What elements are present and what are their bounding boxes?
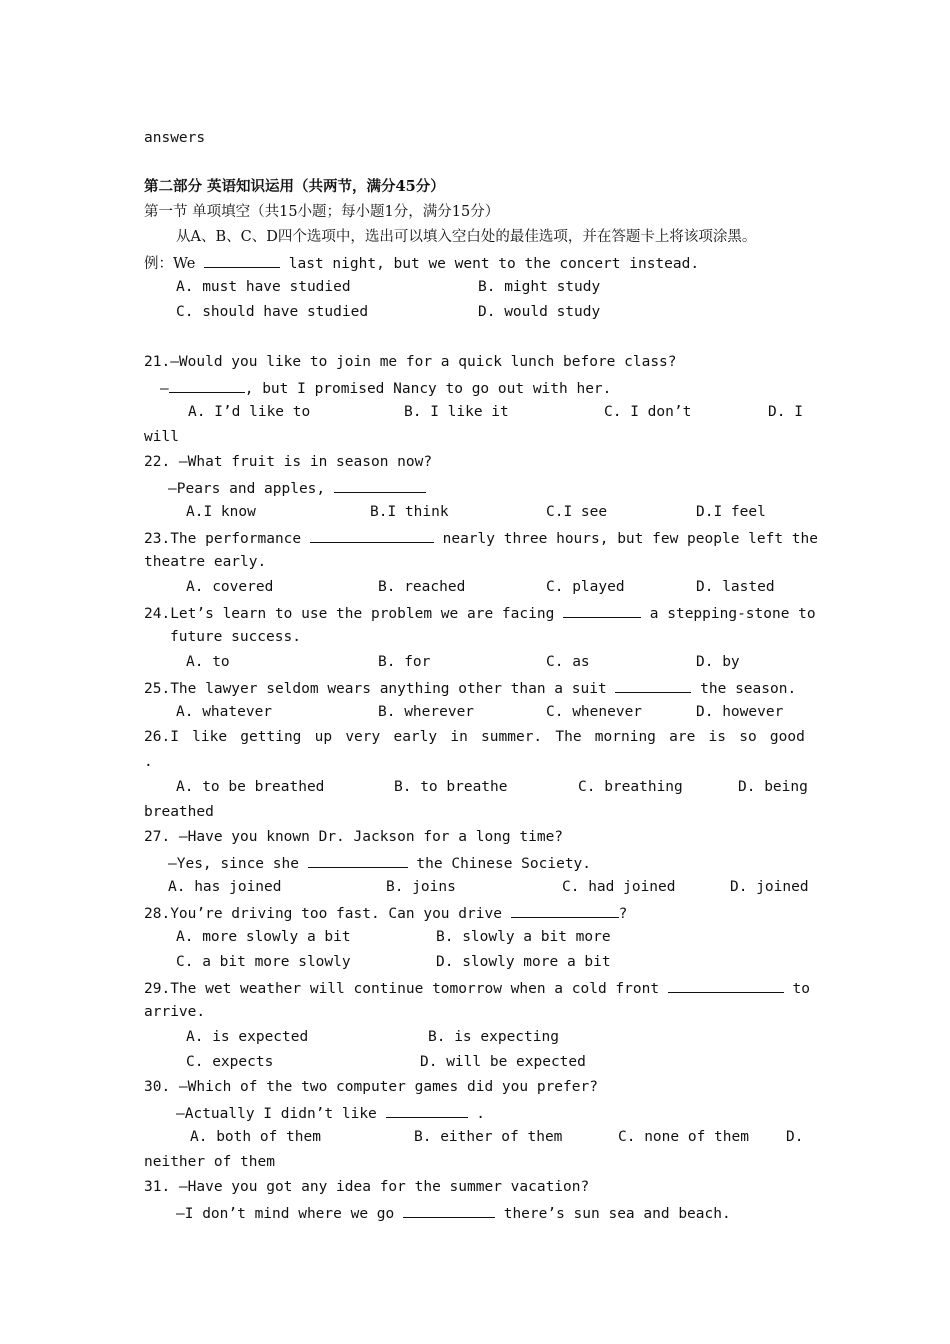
q30-option-d-wrap: neither of them [144, 1154, 275, 1170]
q26-option-a: A. to be breathed [176, 779, 325, 795]
q27-reply-text: —Yes, since she [168, 856, 299, 872]
q29-option-b: B. is expecting [428, 1029, 559, 1045]
sub-title: 第一节 单项填空（共15小题；每小题1分，满分15分） [144, 204, 500, 220]
q28-option-d: D. slowly more a bit [436, 954, 611, 970]
q27-option-d: D. joined [730, 879, 809, 895]
example-label: 例：We [144, 256, 196, 272]
q22-reply [168, 478, 426, 498]
q30-reply-end: . [476, 1106, 485, 1122]
answer-blank [386, 1103, 468, 1118]
q26-option-d: D. being [738, 779, 808, 795]
answer-blank [308, 853, 408, 868]
answer-blank [204, 253, 280, 268]
q29-option-a: A. is expected [186, 1029, 309, 1045]
q31-reply-text: —I don’t mind where we go [176, 1206, 395, 1222]
q24-stem: 24.Let’s learn to use the problem we are facing [144, 606, 555, 622]
q26-question: 26.I like getting up very early in summer. The morning are is so good [144, 729, 805, 745]
q29-wrap: arrive. [144, 1004, 206, 1020]
answer-blank [403, 1203, 495, 1218]
example-stem [144, 253, 699, 273]
q24-question [144, 603, 816, 623]
q30-option-d: D. [786, 1129, 804, 1145]
q25-option-a: A. whatever [176, 704, 273, 720]
q26-option-c: C. breathing [578, 779, 683, 795]
q25-stem-end: the season. [700, 681, 797, 697]
answer-blank [511, 903, 619, 918]
q24-wrap: future success. [170, 629, 301, 645]
q21-option-c: C. I don’t [604, 404, 692, 420]
q29-option-c: C. expects [186, 1054, 274, 1070]
q23-option-d: D. lasted [696, 579, 775, 595]
q28-option-c: C. a bit more slowly [176, 954, 351, 970]
q27-reply-end: the Chinese Society. [416, 856, 592, 872]
q27-reply [168, 853, 591, 873]
answer-blank [563, 603, 641, 618]
q26-option-b: B. to breathe [394, 779, 508, 795]
q30-reply-text: —Actually I didn’t like [176, 1106, 377, 1122]
example-option-b: B. might study [478, 279, 601, 295]
q27-option-b: B. joins [386, 879, 456, 895]
q21-reply-text: , but I promised Nancy to go out with her. [244, 381, 612, 397]
q25-stem: 25.The lawyer seldom wears anything other than a suit [144, 681, 607, 697]
q30-option-a: A. both of them [190, 1129, 321, 1145]
q25-option-d: D. however [696, 704, 784, 720]
q28-option-b: B. slowly a bit more [436, 929, 611, 945]
example-option-d: D. would study [478, 304, 601, 320]
answer-blank [615, 678, 691, 693]
q24-stem-end: a stepping-stone to [649, 606, 816, 622]
q27-option-c: C. had joined [562, 879, 676, 895]
answer-blank [334, 478, 426, 493]
q23-option-b: B. reached [378, 579, 466, 595]
q28-question [144, 903, 627, 923]
q28-option-a: A. more slowly a bit [176, 929, 351, 945]
example-option-a: A. must have studied [176, 279, 351, 295]
q21-option-d-wrap: will [144, 429, 179, 445]
q24-option-b: B. for [378, 654, 431, 670]
q21-option-b: B. I like it [404, 404, 509, 420]
q30-option-c: C. none of them [618, 1129, 749, 1145]
q21-dash: — [160, 381, 169, 397]
answers-label: answers [144, 130, 206, 146]
q28-stem-end: ? [618, 906, 628, 922]
q23-option-c: C. played [546, 579, 625, 595]
q22-option-a: A.I know [186, 504, 256, 520]
q29-question [144, 978, 810, 998]
q21-question: 21.—Would you like to join me for a quick lunch before class? [144, 354, 677, 370]
q27-question: 27. —Have you known Dr. Jackson for a long time? [144, 829, 564, 845]
q22-option-b: B.I think [370, 504, 449, 520]
q25-option-c: C. whenever [546, 704, 643, 720]
q23-question [144, 528, 818, 548]
q22-question: 22. —What fruit is in season now? [144, 454, 433, 470]
instruction: 从A、B、C、D四个选项中，选出可以填入空白处的最佳选项，并在答题卡上将该项涂黑。 [176, 229, 757, 245]
q23-option-a: A. covered [186, 579, 274, 595]
q24-option-a: A. to [186, 654, 230, 670]
q29-stem-end: to [792, 981, 810, 997]
q29-option-d: D. will be expected [420, 1054, 586, 1070]
example-option-c: C. should have studied [176, 304, 369, 320]
q28-stem: 28.You’re driving too fast. Can you drive [144, 906, 502, 922]
answer-blank [310, 528, 434, 543]
q21-option-d: D. I [768, 404, 803, 420]
q22-reply-text: —Pears and apples, [168, 481, 326, 497]
q25-option-b: B. wherever [378, 704, 475, 720]
q30-option-b: B. either of them [414, 1129, 563, 1145]
answer-blank [169, 378, 245, 393]
q21-option-a: A. I’d like to [188, 404, 311, 420]
q23-stem-end: nearly three hours, but few people left the [442, 531, 818, 547]
q31-question: 31. —Have you got any idea for the summer vacation? [144, 1179, 590, 1195]
q22-option-c: C.I see [546, 504, 608, 520]
q30-reply [176, 1103, 485, 1123]
q31-reply [176, 1203, 731, 1223]
part-title: 第二部分 英语知识运用（共两节，满分45分） [144, 178, 445, 195]
example-text: last night, but we went to the concert instead. [288, 256, 700, 272]
q26-dot: . [144, 754, 153, 770]
q21-reply [160, 378, 611, 398]
q26-option-d-wrap: breathed [144, 804, 214, 820]
q31-reply-end: there’s sun sea and beach. [503, 1206, 731, 1222]
q23-wrap: theatre early. [144, 554, 267, 570]
q25-question [144, 678, 796, 698]
q22-option-d: D.I feel [696, 504, 766, 520]
q24-option-c: C. as [546, 654, 590, 670]
q29-stem: 29.The wet weather will continue tomorrow when a cold front [144, 981, 660, 997]
q30-question: 30. —Which of the two computer games did you prefer? [144, 1079, 598, 1095]
q27-option-a: A. has joined [168, 879, 282, 895]
q24-option-d: D. by [696, 654, 740, 670]
q23-stem: 23.The performance [144, 531, 302, 547]
answer-blank [668, 978, 784, 993]
